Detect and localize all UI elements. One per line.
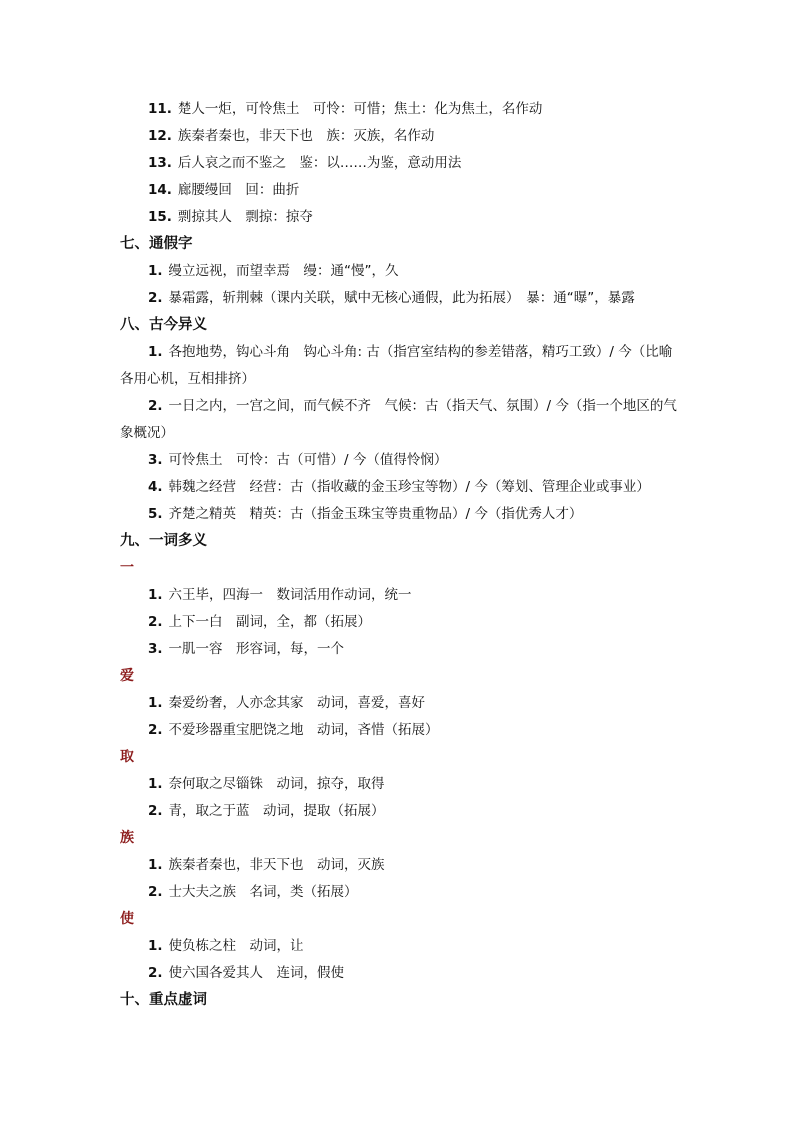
list-item: 2. 士大夫之族 名词，类（拓展） — [148, 884, 358, 900]
list-item: 15. 剽掠其人 剽掠：掠夺 — [148, 209, 313, 225]
list-item: 5. 齐楚之精英 精英：古（指金玉珠宝等贵重物品）/ 今（指优秀人才） — [148, 506, 583, 522]
polysemy-word: 族 — [120, 830, 134, 846]
list-item: 2. 不爱珍器重宝肥饶之地 动词，吝惜（拓展） — [148, 722, 439, 738]
polysemy-word: 取 — [120, 749, 134, 765]
section-heading: 七、通假字 — [120, 236, 193, 252]
list-item: 1. 各抱地势，钩心斗角 钩心斗角: 古（指宫室结构的参差错落，精巧工致）/ 今（比喻各用心机，互相排挤） — [120, 344, 673, 387]
list-item: 2. 青，取之于蓝 动词，提取（拓展） — [148, 803, 385, 819]
section-heading: 九、一词多义 — [120, 533, 207, 549]
document-page — [120, 96, 680, 1014]
list-item: 1. 秦爱纷奢，人亦念其家 动词，喜爱，喜好 — [148, 695, 426, 711]
list-item: 3. 可怜焦土 可怜：古（可惜）/ 今（值得怜悯） — [148, 452, 448, 468]
section-heading: 八、古今异义 — [120, 317, 207, 333]
list-item: 2. 暴霜露，斩荆棘（课内关联，赋中无核心通假，此为拓展） 暴：通“曝”，暴露 — [148, 290, 635, 306]
list-item: 2. 使六国各爱其人 连词，假使 — [148, 965, 345, 981]
list-item: 1. 使负栋之柱 动词，让 — [148, 938, 304, 954]
polysemy-word: 一 — [120, 560, 134, 576]
list-item: 13. 后人哀之而不鉴之 鉴：以……为鉴，意动用法 — [148, 155, 462, 171]
list-item: 14. 廊腰缦回 回：曲折 — [148, 182, 300, 198]
polysemy-word: 爱 — [120, 668, 134, 684]
list-item: 4. 韩魏之经营 经营：古（指收藏的金玉珍宝等物）/ 今（筹划、管理企业或事业） — [148, 479, 650, 495]
list-item: 2. 上下一白 副词，全，都（拓展） — [148, 614, 372, 630]
list-item: 1. 奈何取之尽锱铢 动词，掠夺，取得 — [148, 776, 385, 792]
section-heading: 十、重点虚词 — [120, 992, 207, 1008]
list-item: 1. 六王毕，四海一 数词活用作动词，统一 — [148, 587, 412, 603]
section6-list — [120, 96, 680, 231]
list-item: 12. 族秦者秦也，非天下也 族：灭族，名作动 — [148, 128, 435, 144]
list-item: 3. 一肌一容 形容词，每，一个 — [148, 641, 345, 657]
polysemy-word: 使 — [120, 911, 134, 927]
list-item: 1. 族秦者秦也，非天下也 动词，灭族 — [148, 857, 385, 873]
list-item: 1. 缦立远视，而望幸焉 缦：通“慢”，久 — [148, 263, 399, 279]
list-item: 11. 楚人一炬，可怜焦土 可怜：可惜；焦土：化为焦土，名作动 — [148, 101, 543, 117]
list-item: 2. 一日之内，一宫之间，而气候不齐 气候：古（指天气、氛围）/ 今（指一个地区的气象概况） — [120, 398, 677, 441]
